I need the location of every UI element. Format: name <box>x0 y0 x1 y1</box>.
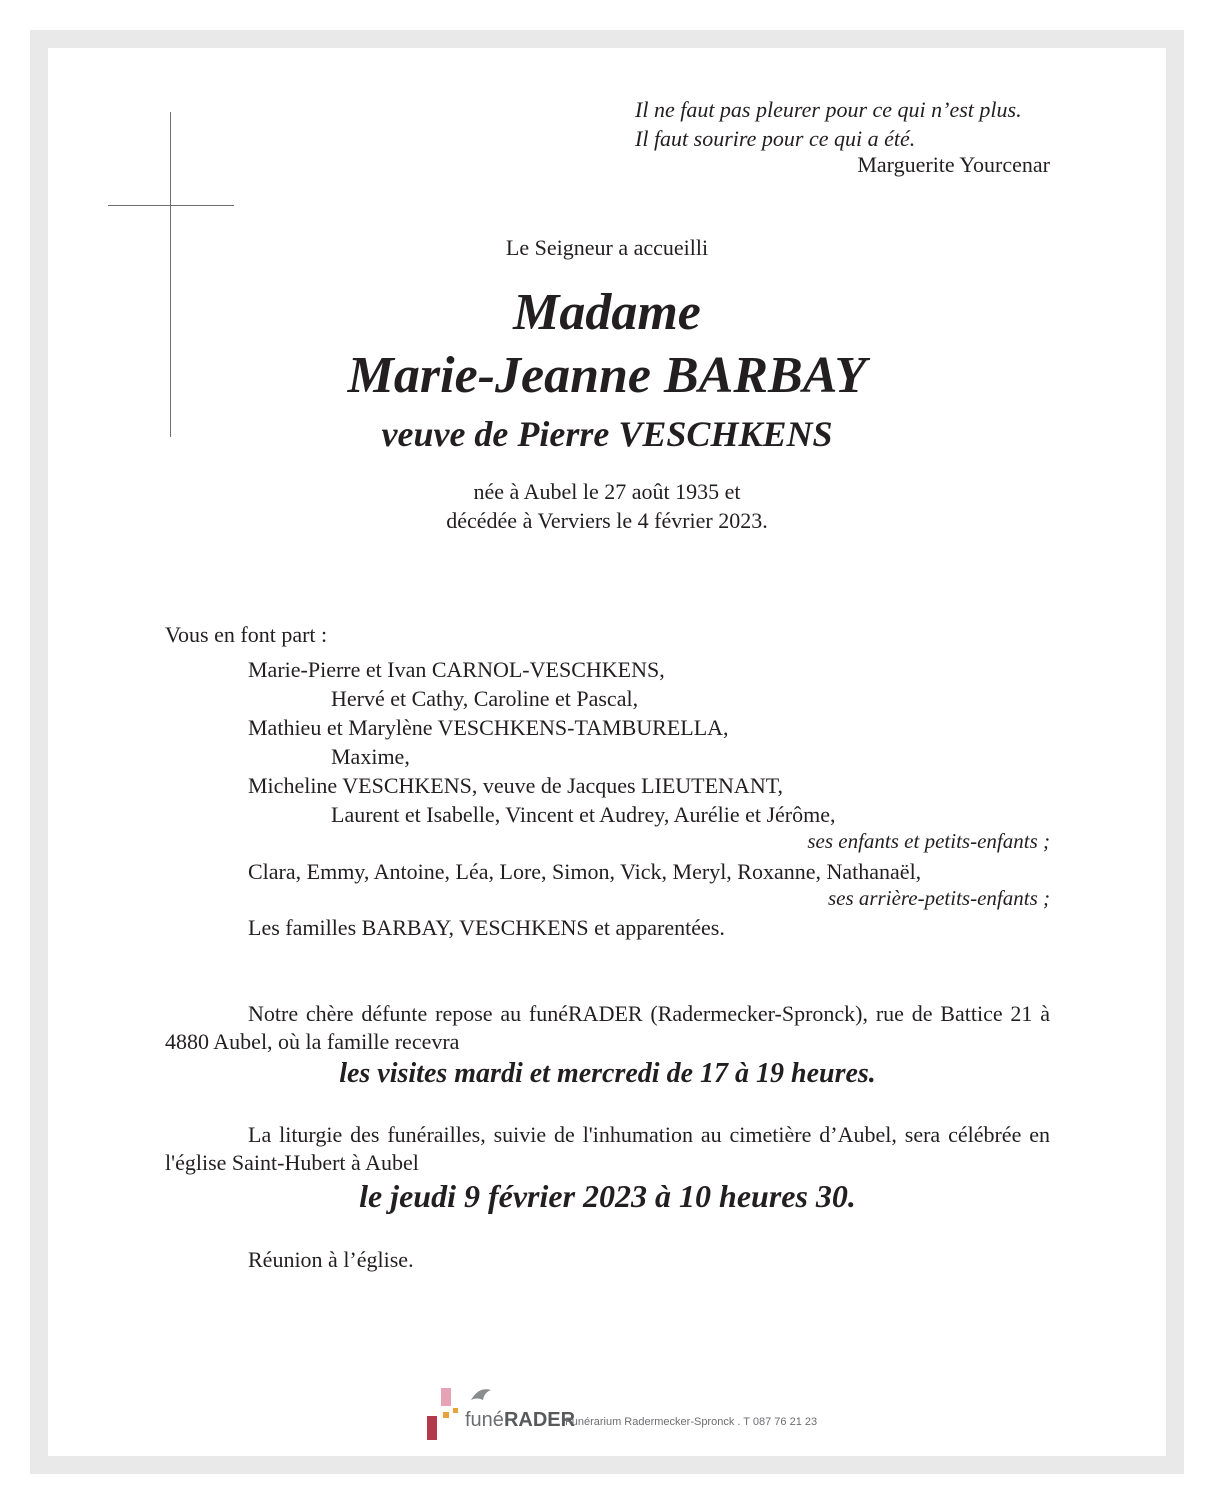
ceremony-paragraph <box>165 1121 1050 1177</box>
deceased-name: Marie-Jeanne BARBAY <box>347 347 867 404</box>
logo-brand: RADER <box>503 1409 576 1431</box>
death-line: décédée à Verviers le 4 février 2023. <box>446 508 768 533</box>
visits-highlight: les visites mardi et mercredi de 17 à 19 heures. <box>339 1058 876 1089</box>
visits-paragraph <box>165 1000 1050 1056</box>
epigraph-quote <box>635 95 1055 153</box>
lead-text: Le Seigneur a accueilli <box>505 235 709 260</box>
family-relation: ses arrière-petits-enfants ; <box>827 886 1050 910</box>
widow-of: veuve de Pierre VESCHKENS <box>381 414 833 454</box>
family-line: Clara, Emmy, Antoine, Léa, Lore, Simon, Vick, Meryl, Roxanne, Nathanaël, <box>248 859 922 884</box>
cross-vertical-bar <box>170 112 171 437</box>
logo-square-pink <box>441 1388 451 1406</box>
funerarium-logo <box>425 1386 818 1442</box>
family-line: Hervé et Cathy, Caroline et Pascal, <box>331 686 639 711</box>
birth-line: née à Aubel le 27 août 1935 et <box>473 479 741 504</box>
logo-square-orange <box>443 1412 449 1418</box>
logo-square-orange <box>453 1408 458 1413</box>
family-line: Laurent et Isabelle, Vincent et Audrey, Aurélie et Jérôme, <box>331 802 836 827</box>
deceased-title: Madame <box>513 284 701 341</box>
logo-tagline: Funérarium Radermecker-Spronck . T 087 76 21 23 <box>565 1416 818 1428</box>
visits-text: Notre chère défunte repose au funéRADER (Radermecker-Spronck), rue de Battice 21 à 4880 Aubel, où la famille recevra <box>165 1001 1050 1054</box>
logo-square-red <box>427 1416 437 1440</box>
logo-wordmark <box>465 1409 575 1432</box>
quote-line-1: Il ne faut pas pleurer pour ce qui n’est plus. <box>635 97 1022 122</box>
ceremony-text: La liturgie des funérailles, suivie de l'inhumation au cimetière d’Aubel, sera célébrée en l'église Saint-Hubert à Aubel <box>165 1122 1050 1175</box>
family-line: Micheline VESCHKENS, veuve de Jacques LIEUTENANT, <box>248 773 784 798</box>
cross-horizontal-bar <box>108 205 234 206</box>
reunion-note: Réunion à l’église. <box>248 1247 414 1272</box>
ceremony-highlight: le jeudi 9 février 2023 à 10 heures 30. <box>359 1178 856 1214</box>
quote-line-2: Il faut sourire pour ce qui a été. <box>635 126 916 151</box>
family-line: Les familles BARBAY, VESCHKENS et apparentées. <box>248 915 725 940</box>
birth-death-info <box>200 477 1014 535</box>
family-intro: Vous en font part : <box>165 622 328 647</box>
quote-author: Marguerite Yourcenar <box>857 152 1050 177</box>
family-relation: ses enfants et petits-enfants ; <box>807 829 1050 853</box>
dove-icon <box>469 1386 493 1406</box>
family-line: Marie-Pierre et Ivan CARNOL-VESCHKENS, <box>248 657 665 682</box>
family-line: Maxime, <box>331 744 410 769</box>
logo-prefix: funé <box>465 1409 504 1431</box>
family-line: Mathieu et Marylène VESCHKENS-TAMBURELLA, <box>248 715 729 740</box>
